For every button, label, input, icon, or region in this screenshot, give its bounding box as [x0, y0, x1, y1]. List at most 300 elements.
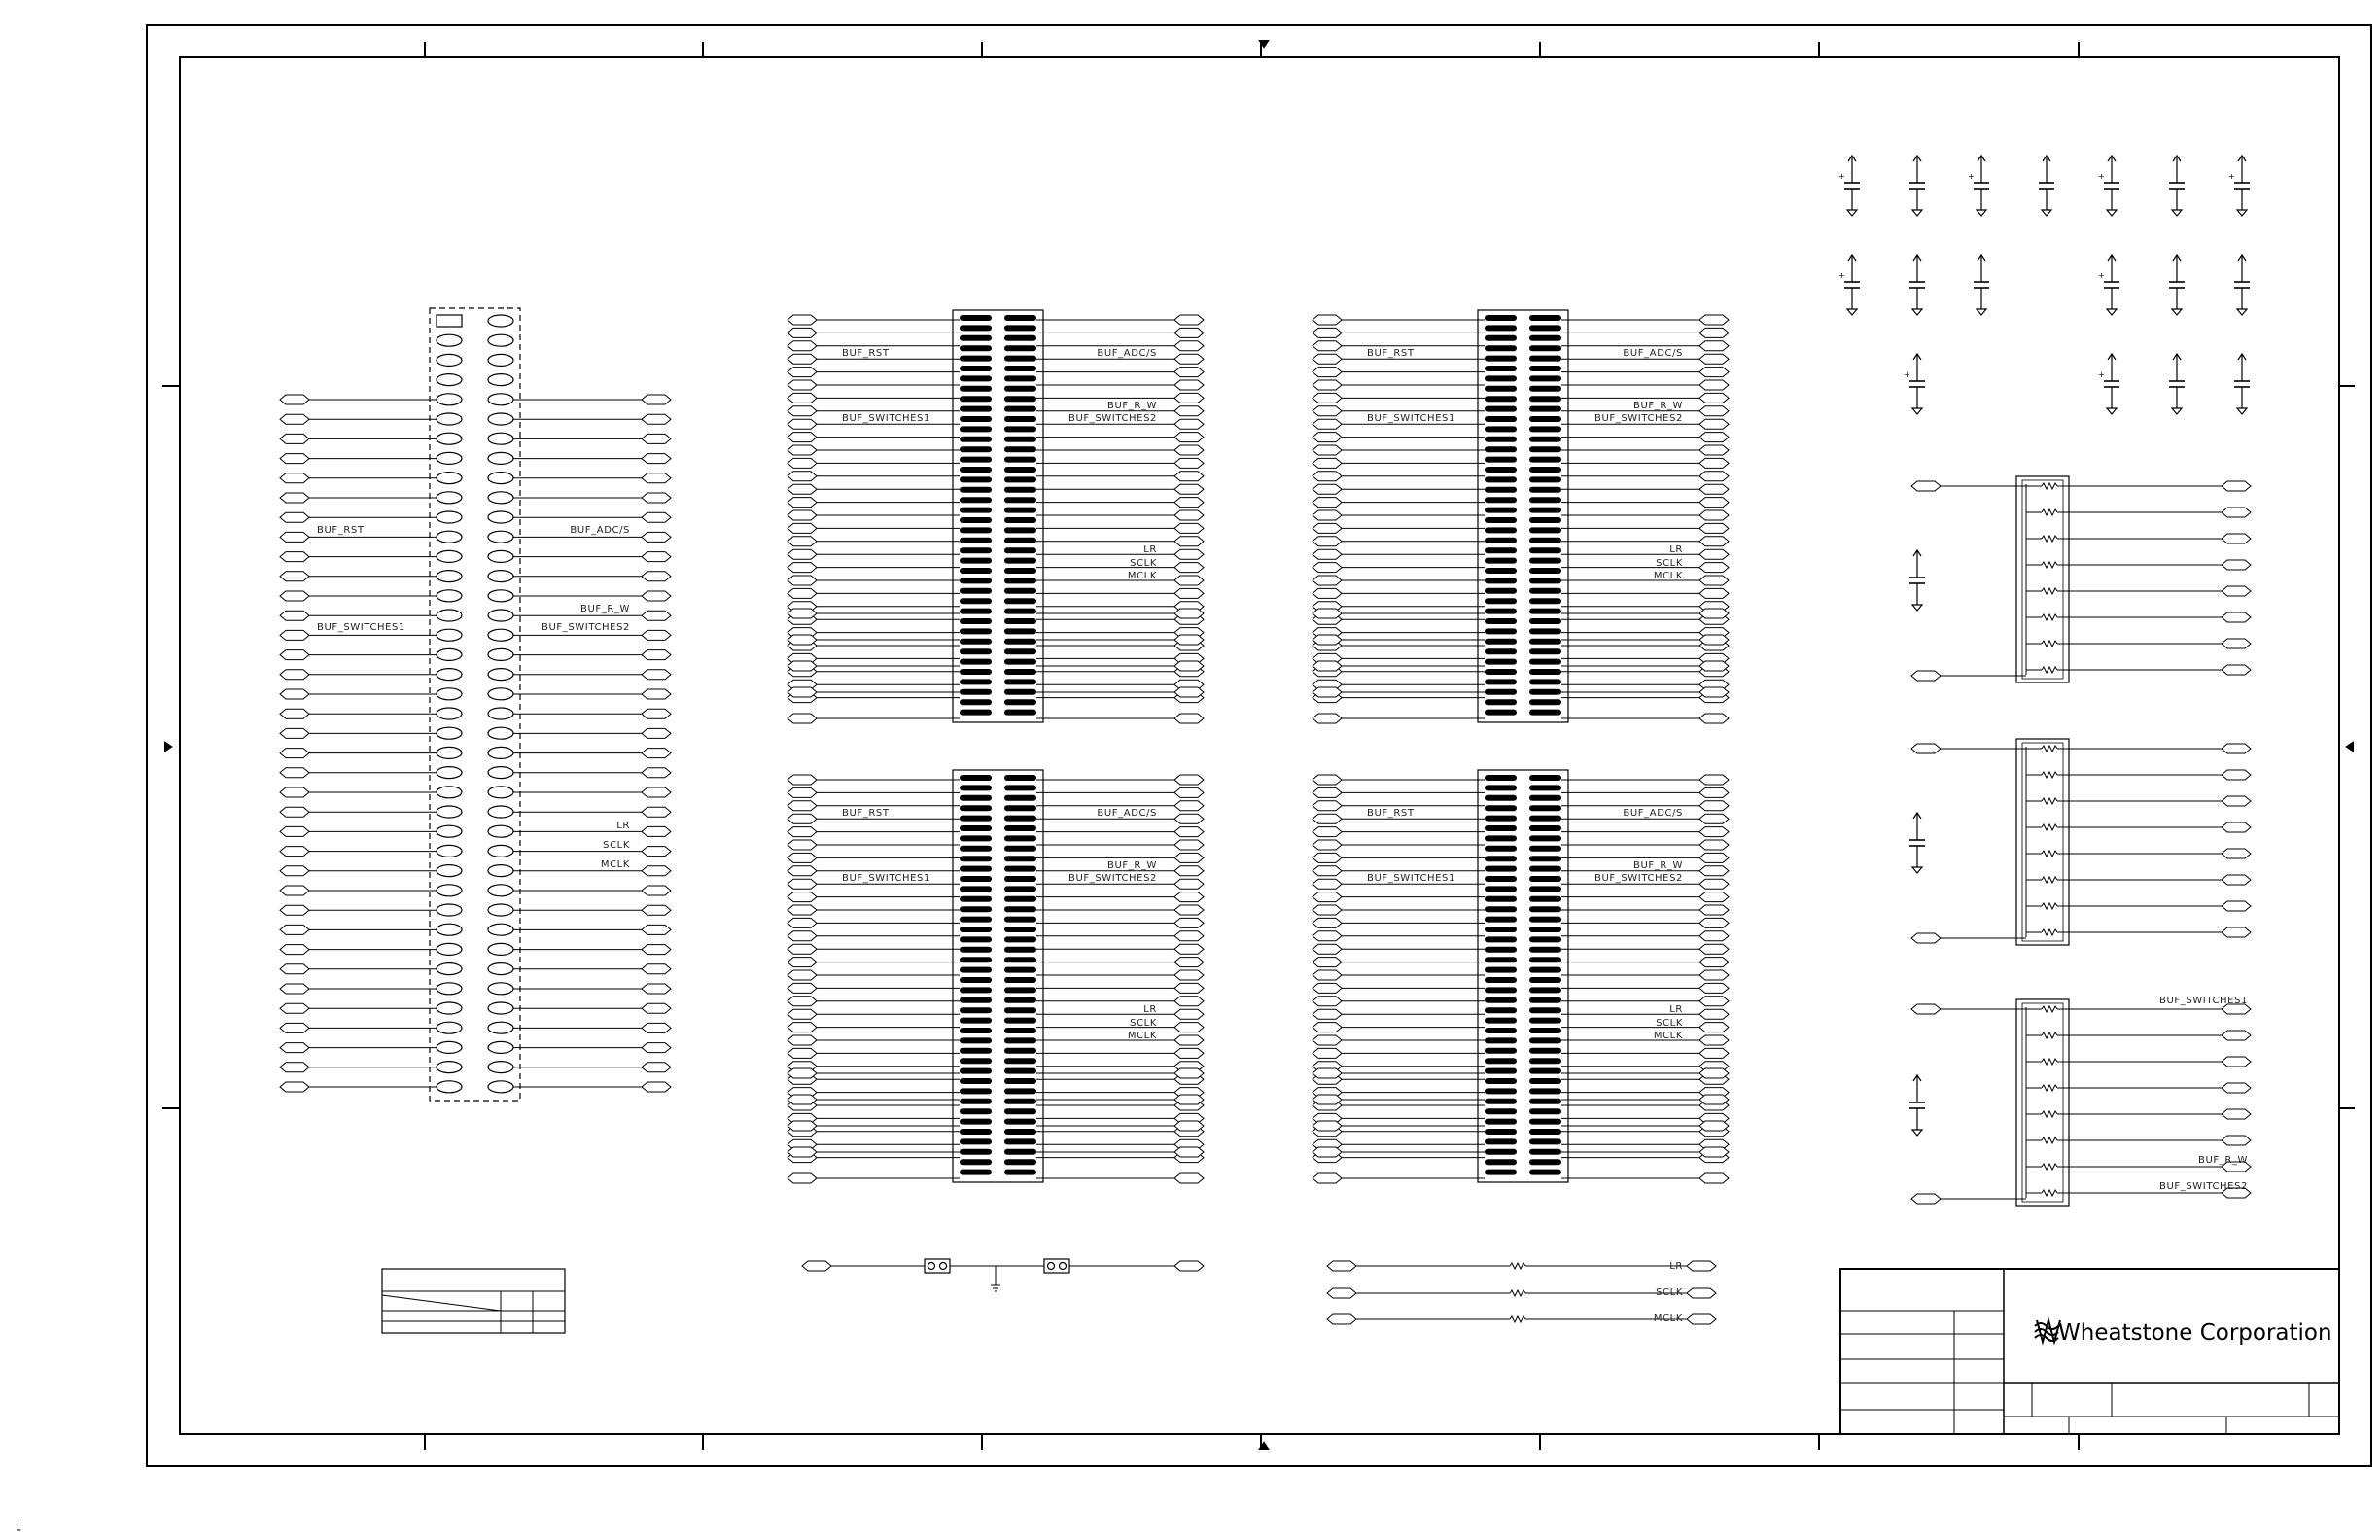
buffer-pad [960, 977, 992, 983]
connector-pad [437, 433, 462, 444]
net-port [1174, 714, 1204, 723]
buffer-pad [1485, 1170, 1517, 1175]
buffer-pad [1004, 547, 1036, 553]
net-port [788, 368, 817, 377]
net-label-buf-switches1: BUF_SWITCHES1 [842, 873, 930, 884]
buffer-pad [1004, 325, 1036, 331]
buffer-pad [960, 947, 992, 953]
resistor-zigzag-icon [2042, 877, 2057, 883]
buffer-pad [1004, 639, 1036, 645]
resistor-zigzag-icon [2042, 1032, 2057, 1038]
connector-pad [437, 571, 462, 582]
net-port [1174, 393, 1204, 402]
buffer-pad [960, 568, 992, 574]
net-label-sclk: SCLK [1656, 1287, 1683, 1298]
buffer-pad [960, 1170, 992, 1175]
buffer-pad [1529, 527, 1561, 533]
title-block [1840, 1269, 2339, 1434]
connector-pad [437, 1002, 462, 1014]
net-label-buf-rw: BUF_R_W [1633, 401, 1683, 411]
net-port [1174, 1147, 1204, 1157]
buffer-pad [1529, 936, 1561, 942]
buffer-pad [1529, 1159, 1561, 1165]
buffer-pad [1529, 356, 1561, 362]
net-port [1312, 853, 1342, 862]
net-port [1312, 576, 1342, 585]
buffer-pad [1004, 947, 1036, 953]
buffer-pad [1004, 335, 1036, 341]
net-port [788, 1068, 817, 1078]
buffer-pad [1004, 527, 1036, 533]
buffer-pad [960, 1088, 992, 1094]
polarity-mark: + [1968, 172, 1975, 181]
buffer-pad [1485, 416, 1517, 422]
net-port [1699, 714, 1729, 723]
net-port [788, 393, 817, 402]
net-port [1699, 588, 1729, 598]
net-port [2222, 875, 2251, 885]
net-port [2222, 665, 2251, 675]
net-port [788, 840, 817, 850]
connector-pad [437, 767, 462, 779]
connector-pad [437, 374, 462, 386]
net-port [1174, 433, 1204, 442]
buffer-pad [1485, 467, 1517, 472]
buffer-pad [1529, 437, 1561, 442]
buffer-pad [1529, 648, 1561, 654]
net-port [1312, 393, 1342, 402]
net-port [1699, 788, 1729, 797]
buffer-pad [960, 835, 992, 841]
connector-pad [437, 413, 462, 425]
net-port [280, 925, 309, 934]
buffer-pad [1485, 356, 1517, 362]
buffer-pad [960, 795, 992, 801]
buffer-pad [1004, 998, 1036, 1003]
connector-pad [437, 1081, 462, 1093]
buffer-pad [1004, 977, 1036, 983]
ground-icon [2107, 309, 2117, 315]
net-port [1312, 687, 1342, 697]
connector-pad [437, 688, 462, 700]
buffer-pad [1485, 457, 1517, 463]
buffer-pad [1004, 628, 1036, 634]
ground-icon [2107, 210, 2117, 216]
buffer-pad [1529, 816, 1561, 822]
buffer-pad [1529, 947, 1561, 953]
buffer-pad [1485, 936, 1517, 942]
buffer-pad [1485, 487, 1517, 493]
net-port [788, 814, 817, 823]
net-port [280, 807, 309, 817]
buffer-pad [960, 527, 992, 533]
buffer-pad [1529, 618, 1561, 624]
buffer-pad [1485, 558, 1517, 564]
net-port [788, 801, 817, 811]
net-port [1312, 814, 1342, 823]
buffer-pad [1485, 785, 1517, 790]
net-port [1312, 997, 1342, 1006]
net-port [1174, 1035, 1204, 1045]
buffer-pad [1485, 896, 1517, 902]
net-label-sclk: SCLK [1130, 1018, 1157, 1029]
net-port [1312, 661, 1342, 671]
buffer-pad [1529, 508, 1561, 513]
ground-icon [2042, 210, 2051, 216]
resistor-network-body [2016, 476, 2069, 682]
buffer-pad [1485, 648, 1517, 654]
connector-pad [437, 531, 462, 542]
connector-pad [488, 492, 513, 504]
buffer-pad [1004, 846, 1036, 852]
net-port [280, 572, 309, 581]
connector-pad [488, 963, 513, 975]
buffer-pad [960, 866, 992, 872]
net-port [1174, 840, 1204, 850]
net-port [280, 964, 309, 974]
buffer-pad [1485, 426, 1517, 432]
polarity-mark: + [1904, 370, 1910, 379]
buffer-pad [1485, 517, 1517, 523]
net-port [788, 714, 817, 723]
buffer-pad [1004, 1099, 1036, 1104]
buffer-pad [1485, 1068, 1517, 1074]
net-label-buf-switches2: BUF_SWITCHES2 [542, 622, 630, 633]
buffer-pad [1485, 957, 1517, 962]
buffer-pad [1485, 846, 1517, 852]
net-port [1174, 341, 1204, 351]
net-port [788, 1173, 817, 1183]
net-port [788, 419, 817, 429]
net-port [1699, 866, 1729, 876]
buffer-pad [1004, 936, 1036, 942]
buffer-pad [1485, 947, 1517, 953]
net-port [642, 670, 671, 680]
ground-icon [2237, 408, 2247, 414]
net-port [1174, 661, 1204, 671]
connector-pad [437, 511, 462, 523]
net-port [1174, 498, 1204, 508]
net-port [642, 473, 671, 483]
net-port [2222, 901, 2251, 911]
decoupling-capacitors [1838, 156, 2250, 1136]
resistor-zigzag-icon [2042, 562, 2057, 568]
buffer-pad [1485, 527, 1517, 533]
buffer-pad [960, 957, 992, 962]
net-port [1312, 866, 1342, 876]
net-port [1174, 523, 1204, 533]
net-port [1312, 484, 1342, 494]
buffer-pad [1529, 710, 1561, 716]
connector-pad [437, 943, 462, 955]
net-port [280, 512, 309, 522]
net-label-buf-adcs: BUF_ADC/S [1097, 348, 1157, 359]
buffer-pad [1485, 876, 1517, 882]
buffer-pad [960, 785, 992, 790]
buffer-connector-top-left [788, 310, 1204, 723]
net-port [1312, 983, 1342, 993]
buffer-pad [1485, 598, 1517, 604]
connector-pad [488, 669, 513, 681]
net-label-sclk: SCLK [603, 840, 630, 851]
buffer-pad [960, 659, 992, 665]
buffer-pad [960, 538, 992, 543]
buffer-pad [1485, 1108, 1517, 1114]
buffer-pad [1485, 609, 1517, 614]
buffer-pad [1004, 957, 1036, 962]
connector-pad [437, 472, 462, 484]
buffer-pad [960, 816, 992, 822]
ground-icon [1912, 605, 1922, 611]
buffer-pad [1529, 896, 1561, 902]
buffer-pad [960, 1099, 992, 1104]
buffer-pad [1004, 699, 1036, 705]
net-port [1699, 1023, 1729, 1032]
net-port [280, 454, 309, 464]
net-label-mclk: MCLK [1653, 1031, 1683, 1041]
buffer-pad [1004, 967, 1036, 973]
net-port [1174, 510, 1204, 520]
buffer-pad [1004, 689, 1036, 695]
net-labels [317, 348, 2248, 1324]
resistor-zigzag-icon [2042, 614, 2057, 620]
buffer-pad [1485, 795, 1517, 801]
net-port [1174, 328, 1204, 337]
buffer-pad [1004, 927, 1036, 932]
buffer-pad [1529, 588, 1561, 594]
buffer-pad [1485, 437, 1517, 442]
net-port [1699, 1173, 1729, 1183]
ground-icon [2107, 408, 2117, 414]
buffer-pad [1485, 699, 1517, 705]
net-port [642, 807, 671, 817]
net-port [1699, 814, 1729, 823]
buffer-pad [1485, 775, 1517, 781]
buffer-pad [1529, 805, 1561, 811]
net-port [1312, 1121, 1342, 1131]
net-port [1699, 472, 1729, 481]
net-port [2222, 1083, 2251, 1093]
buffer-pad [1004, 406, 1036, 412]
buffer-pad [1004, 356, 1036, 362]
net-port [1312, 498, 1342, 508]
net-label-buf-switches1: BUF_SWITCHES1 [1367, 873, 1455, 884]
buffer-pad [1004, 598, 1036, 604]
connector-pad [488, 825, 513, 837]
buffer-pad [1485, 1149, 1517, 1155]
net-port [1174, 775, 1204, 785]
buffer-pad [1485, 927, 1517, 932]
buffer-pad [1004, 1078, 1036, 1084]
net-port [788, 1121, 817, 1131]
net-label-sclk: SCLK [1130, 558, 1157, 569]
buffer-pad [1004, 396, 1036, 402]
ground-icon [2237, 210, 2247, 216]
net-port [642, 493, 671, 503]
buffer-pad [1004, 679, 1036, 684]
net-port [1312, 445, 1342, 455]
net-port [1687, 1288, 1716, 1298]
buffer-pad [1529, 487, 1561, 493]
connector-pad [488, 924, 513, 935]
net-port [1699, 892, 1729, 902]
buffer-pad [960, 437, 992, 442]
buffer-pad [1485, 639, 1517, 645]
buffer-pad [1004, 426, 1036, 432]
resistor-zigzag-icon [2042, 903, 2057, 909]
net-port [280, 493, 309, 503]
buffer-pad [960, 396, 992, 402]
net-port [1699, 510, 1729, 520]
buffer-pad [960, 467, 992, 472]
net-port [1174, 1121, 1204, 1131]
connector-pad [437, 590, 462, 602]
buffer-pad [960, 1108, 992, 1114]
net-label-buf-switches1: BUF_SWITCHES1 [842, 413, 930, 424]
buffer-pad [960, 1078, 992, 1084]
buffer-pad [1004, 588, 1036, 594]
connector-pad [488, 550, 513, 562]
ground-icon [2237, 309, 2247, 315]
buffer-pad [1529, 416, 1561, 422]
net-port [788, 1048, 817, 1058]
net-port [1699, 328, 1729, 337]
connector-pad [488, 747, 513, 758]
net-port [788, 635, 817, 645]
connector-pad [488, 1002, 513, 1014]
net-port [1174, 687, 1204, 697]
buffer-pad [960, 699, 992, 705]
connector-pad [488, 767, 513, 779]
buffer-pad [1529, 679, 1561, 684]
pin-1-square-pad [437, 315, 462, 327]
buffer-pad [1529, 866, 1561, 872]
net-port [280, 591, 309, 601]
buffer-pad [1004, 538, 1036, 543]
net-port [642, 866, 671, 876]
buffer-pad [1485, 476, 1517, 482]
buffer-pad [1004, 446, 1036, 452]
buffer-pad [960, 825, 992, 831]
buffer-pad [960, 487, 992, 493]
net-port [1699, 609, 1729, 618]
net-port [1699, 879, 1729, 889]
buffer-pad [960, 1018, 992, 1024]
connector-pad [488, 943, 513, 955]
buffer-pad [960, 775, 992, 781]
connector-pad [488, 1022, 513, 1033]
net-port [280, 552, 309, 562]
resistor-zigzag-icon [2042, 746, 2057, 752]
buffer-pad [1004, 1119, 1036, 1125]
net-port [1174, 588, 1204, 598]
buffer-pad [960, 856, 992, 861]
net-port [1699, 549, 1729, 559]
resistor-zigzag-icon [2042, 772, 2057, 778]
buffer-pad [1485, 618, 1517, 624]
net-port [280, 414, 309, 424]
buffer-pad [960, 345, 992, 351]
net-port [642, 1003, 671, 1013]
buffer-pad [1004, 366, 1036, 371]
net-port [788, 853, 817, 862]
buffer-pad [960, 998, 992, 1003]
ground-icon [1912, 1130, 1922, 1136]
net-port [1312, 801, 1342, 811]
connector-outline [430, 308, 520, 1101]
net-port [280, 886, 309, 895]
buffer-pad [960, 876, 992, 882]
net-port [280, 1023, 309, 1032]
net-label-buf-switches1: BUF_SWITCHES1 [317, 622, 405, 633]
buffer-pad [1529, 998, 1561, 1003]
net-port [1312, 328, 1342, 337]
buffer-pad [960, 476, 992, 482]
net-port [1312, 609, 1342, 618]
ground-icon [1912, 408, 1922, 414]
net-port [642, 788, 671, 797]
net-port [1174, 1068, 1204, 1078]
buffer-pad [1485, 345, 1517, 351]
ground-icon [2172, 309, 2182, 315]
net-port [280, 434, 309, 443]
net-port [280, 1003, 309, 1013]
net-port [788, 472, 817, 481]
buffer-pad [1485, 689, 1517, 695]
net-port [1312, 588, 1342, 598]
net-port [1174, 1048, 1204, 1058]
connector-pad [488, 315, 513, 327]
connector-pad [488, 1041, 513, 1053]
net-port [1174, 827, 1204, 837]
net-port [1174, 958, 1204, 967]
net-port [788, 576, 817, 585]
resistor-zigzag-icon [2042, 1085, 2057, 1091]
buffer-pad [1485, 446, 1517, 452]
buffer-pad [960, 679, 992, 684]
net-port [1312, 1147, 1342, 1157]
buffer-pad [1529, 457, 1561, 463]
buffer-connector-top-right [1312, 310, 1729, 723]
net-port [1312, 1048, 1342, 1058]
buffer-pad [1529, 1028, 1561, 1033]
buffer-pad [1004, 835, 1036, 841]
buffer-pad [1485, 366, 1517, 371]
connector-pad [488, 983, 513, 995]
net-port [1687, 1261, 1716, 1271]
drawing-frame [147, 25, 2371, 1466]
net-port [642, 905, 671, 915]
buffer-pad [1485, 805, 1517, 811]
resistor-zigzag-icon [1510, 1290, 1525, 1296]
net-port [788, 918, 817, 928]
net-port [788, 588, 817, 598]
buffer-pad [1529, 1018, 1561, 1024]
buffer-pad [1485, 628, 1517, 634]
connector-pad [437, 727, 462, 739]
revision-table [382, 1269, 565, 1333]
net-label-buf-switches2: BUF_SWITCHES2 [1068, 873, 1157, 884]
buffer-pad [1485, 1007, 1517, 1013]
net-port [1312, 1068, 1342, 1078]
net-port [788, 775, 817, 785]
connector-pad [488, 845, 513, 857]
ground-icon [991, 1285, 1000, 1291]
net-label-lr: LR [1669, 1004, 1683, 1015]
buffer-pad [1529, 775, 1561, 781]
ground-icon [1847, 309, 1857, 315]
buffer-pad [1004, 1088, 1036, 1094]
